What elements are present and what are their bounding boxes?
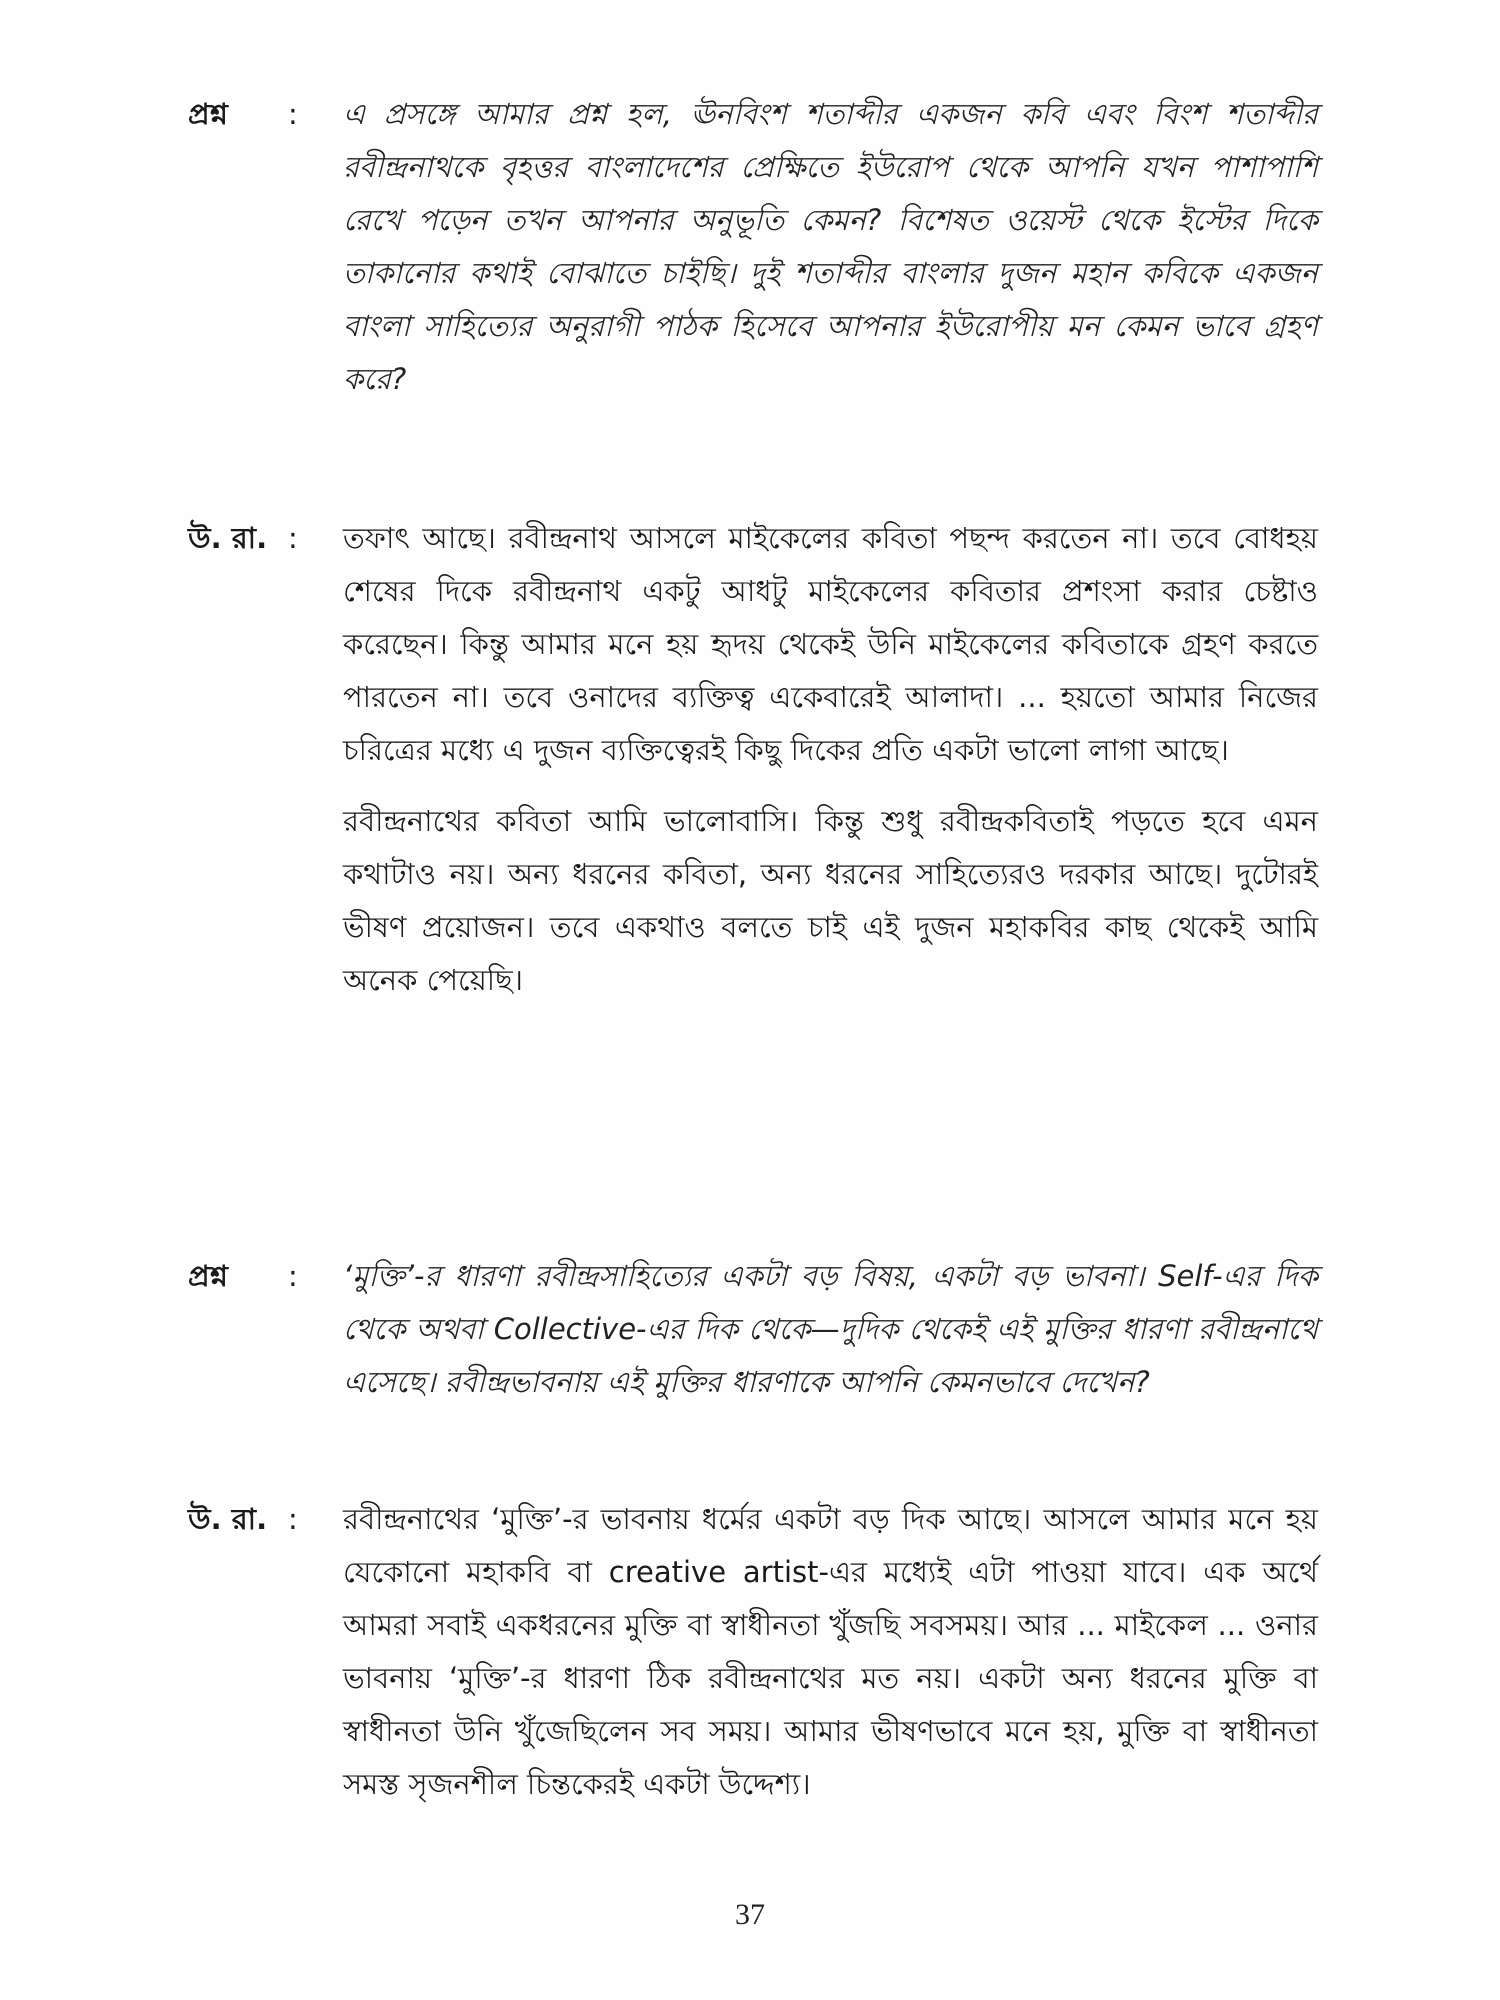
question-text-block — [343, 88, 1318, 406]
answer-text-block — [343, 512, 1318, 1007]
speaker-label-question: প্রশ্ন — [188, 97, 228, 131]
question-paragraph: এ প্রসঙ্গে আমার প্রশ্ন হল, ঊনবিংশ শতাব্দীর একজন কবি এবং বিংশ শতাব্দীর রবীন্দ্রনাথকে বৃহত্তর বাংলাদেশের প্রেক্ষিতে ইউরোপ থেকে আপনি যখন পাশাপাশি রেখে পড়েন তখন আপনার অনুভূতি কেমন? বিশেষত ওয়েস্ট থেকে ইস্টের দিকে তাকানোর কথাই বোঝাতে চাইছি। দুই শতাব্দীর বাংলার দুজন মহান কবিকে একজন বাংলা সাহিত্যের অনুরাগী পাঠক হিসেবে আপনার ইউরোপীয় মন কেমন ভাবে গ্রহণ করে? — [343, 97, 1318, 396]
answer-paragraph: তফাৎ আছে। রবীন্দ্রনাথ আসলে মাইকেলের কবিতা পছন্দ করতেন না। তবে বোধহয় শেষের দিকে রবীন্দ্রনাথ একটু আধটু মাইকেলের কবিতার প্রশংসা করার চেষ্টাও করেছেন। কিন্তু আমার মনে হয় হৃদয় থেকেই উনি মাইকেলের কবিতাকে গ্রহণ করতে পারতেন না। তবে ওনাদের ব্যক্তিত্ব একেবারেই আলাদা। ... হয়তো আমার নিজের চরিত্রের মধ্যে এ দুজন ব্যক্তিত্বেরই কিছু দিকের প্রতি একটা ভালো লাগা আছে। — [343, 521, 1318, 767]
speaker-colon: : — [288, 521, 298, 555]
speaker-label-question: প্রশ্ন — [188, 1259, 228, 1293]
answer-paragraph: রবীন্দ্রনাথের ‘মুক্তি’-র ভাবনায় ধর্মের একটা বড় দিক আছে। আসলে আমার মনে হয় যেকোনো মহাকবি বা creative artist-এর মধ্যেই এটা পাওয়া যাবে। এক অর্থে আমরা সবাই একধরনের মুক্তি বা স্বাধীনতা খুঁজছি সবসময়। আর ... মাইকেল ... ওনার ভাবনায় ‘মুক্তি’-র ধারণা ঠিক রবীন্দ্রনাথের মত নয়। একটা অন্য ধরনের মুক্তি বা স্বাধীনতা উনি খুঁজেছিলেন সব সময়। আমার ভীষণভাবে মনে হয়, মুক্তি বা স্বাধীনতা সমস্ত সৃজনশীল চিন্তকেরই একটা উদ্দেশ্য। — [343, 1502, 1318, 1801]
answer-paragraph: রবীন্দ্রনাথের কবিতা আমি ভালোবাসি। কিন্তু শুধু রবীন্দ্রকবিতাই পড়তে হবে এমন কথাটাও নয়। অন্য ধরনের কবিতা, অন্য ধরনের সাহিত্যেরও দরকার আছে। দুটোরই ভীষণ প্রয়োজন। তবে একথাও বলতে চাই এই দুজন মহাকবির কাছ থেকেই আমি অনেক পেয়েছি। — [343, 804, 1318, 997]
question-text-block — [343, 1250, 1318, 1409]
question-paragraph: ‘মুক্তি’-র ধারণা রবীন্দ্রসাহিত্যের একটা বড় বিষয়, একটা বড় ভাবনা। Self-এর দিক থেকে অথবা Collective-এর দিক থেকে—দুদিক থেকেই এই মুক্তির ধারণা রবীন্দ্রনাথে এসেছে। রবীন্দ্রভাবনায় এই মুক্তির ধারণাকে আপনি কেমনভাবে দেখেন? — [343, 1259, 1318, 1399]
speaker-colon: : — [288, 1502, 298, 1536]
speaker-label-answer: উ. রা. — [188, 521, 268, 555]
speaker-label-answer: উ. রা. — [188, 1502, 268, 1536]
page-number: 37 — [735, 1898, 765, 1931]
speaker-colon: : — [288, 97, 298, 131]
answer-text-block — [343, 1493, 1318, 1811]
speaker-colon: : — [288, 1259, 298, 1293]
